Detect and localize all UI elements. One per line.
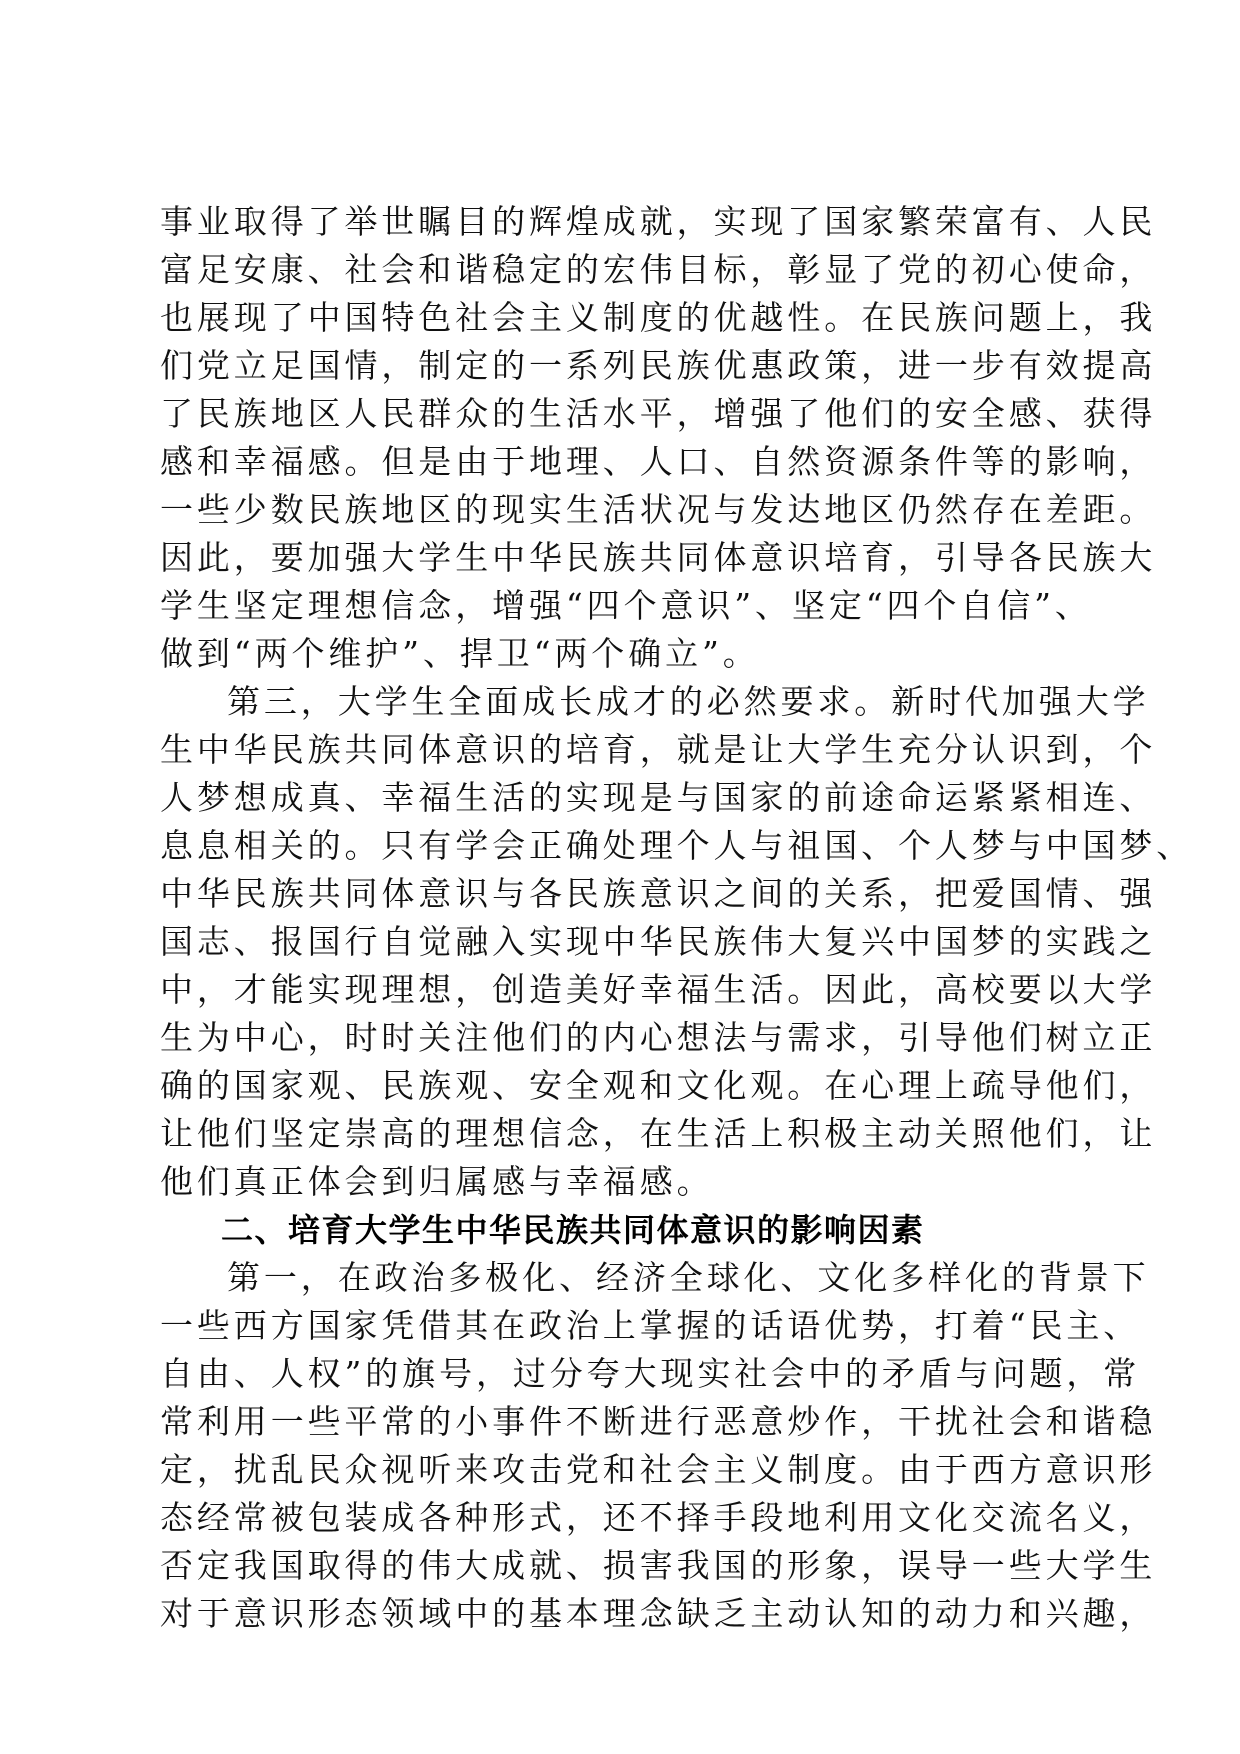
text-line: 学生坚定理想信念，增强“四个意识”、坚定“四个自信”、 — [160, 586, 1092, 625]
text-line: 一些少数民族地区的现实生活状况与发达地区仍然存在差距。 — [160, 490, 1157, 529]
text-line: 中，才能实现理想，创造美好幸福生活。因此，高校要以大学 — [160, 970, 1157, 1009]
text-line: 对于意识形态领域中的基本理念缺乏主动认知的动力和兴趣， — [160, 1594, 1157, 1633]
paragraph-start-line: 第一，在政治多极化、经济全球化、文化多样化的背景下 — [227, 1258, 1150, 1297]
text-line: 他们真正体会到归属感与幸福感。 — [160, 1162, 714, 1201]
paragraph-start-line: 第三，大学生全面成长成才的必然要求。新时代加强大学 — [227, 682, 1150, 721]
text-line: 生中华民族共同体意识的培育，就是让大学生充分认识到，个 — [160, 730, 1157, 769]
text-line: 感和幸福感。但是由于地理、人口、自然资源条件等的影响， — [160, 442, 1157, 481]
text-line: 否定我国取得的伟大成就、损害我国的形象，误导一些大学生 — [160, 1546, 1157, 1585]
text-line: 确的国家观、民族观、安全观和文化观。在心理上疏导他们， — [160, 1066, 1157, 1105]
text-line: 也展现了中国特色社会主义制度的优越性。在民族问题上，我 — [160, 298, 1157, 337]
body-text — [160, 198, 1194, 1638]
section-heading: 二、培育大学生中华民族共同体意识的影响因素 — [221, 1211, 925, 1249]
text-line: 人梦想成真、幸福生活的实现是与国家的前途命运紧紧相连、 — [160, 778, 1157, 817]
text-line: 息息相关的。只有学会正确处理个人与祖国、个人梦与中国梦、 — [160, 826, 1194, 865]
text-line: 态经常被包装成各种形式，还不择手段地利用文化交流名义， — [160, 1498, 1157, 1537]
text-line: 定，扰乱民众视听来攻击党和社会主义制度。由于西方意识形 — [160, 1450, 1157, 1489]
text-line: 常利用一些平常的小事件不断进行恶意炒作，干扰社会和谐稳 — [160, 1402, 1157, 1441]
text-line: 了民族地区人民群众的生活水平，增强了他们的安全感、获得 — [160, 394, 1157, 433]
text-line: 富足安康、社会和谐稳定的宏伟目标，彰显了党的初心使命， — [160, 250, 1157, 289]
text-line: 自由、人权”的旗号，过分夸大现实社会中的矛盾与问题，常 — [160, 1354, 1141, 1393]
text-line: 中华民族共同体意识与各民族意识之间的关系，把爱国情、强 — [160, 874, 1157, 913]
text-line: 做到“两个维护”、捍卫“两个确立”。 — [160, 634, 760, 673]
text-line: 一些西方国家凭借其在政治上掌握的话语优势，打着“民主、 — [160, 1306, 1141, 1345]
text-line: 事业取得了举世瞩目的辉煌成就，实现了国家繁荣富有、人民 — [160, 202, 1157, 241]
text-line: 因此，要加强大学生中华民族共同体意识培育，引导各民族大 — [160, 538, 1157, 577]
text-line: 生为中心，时时关注他们的内心想法与需求，引导他们树立正 — [160, 1018, 1157, 1057]
text-line: 们党立足国情，制定的一系列民族优惠政策，进一步有效提高 — [160, 346, 1157, 385]
text-line: 国志、报国行自觉融入实现中华民族伟大复兴中国梦的实践之 — [160, 922, 1157, 961]
text-line: 让他们坚定崇高的理想信念，在生活上积极主动关照他们，让 — [160, 1114, 1157, 1153]
